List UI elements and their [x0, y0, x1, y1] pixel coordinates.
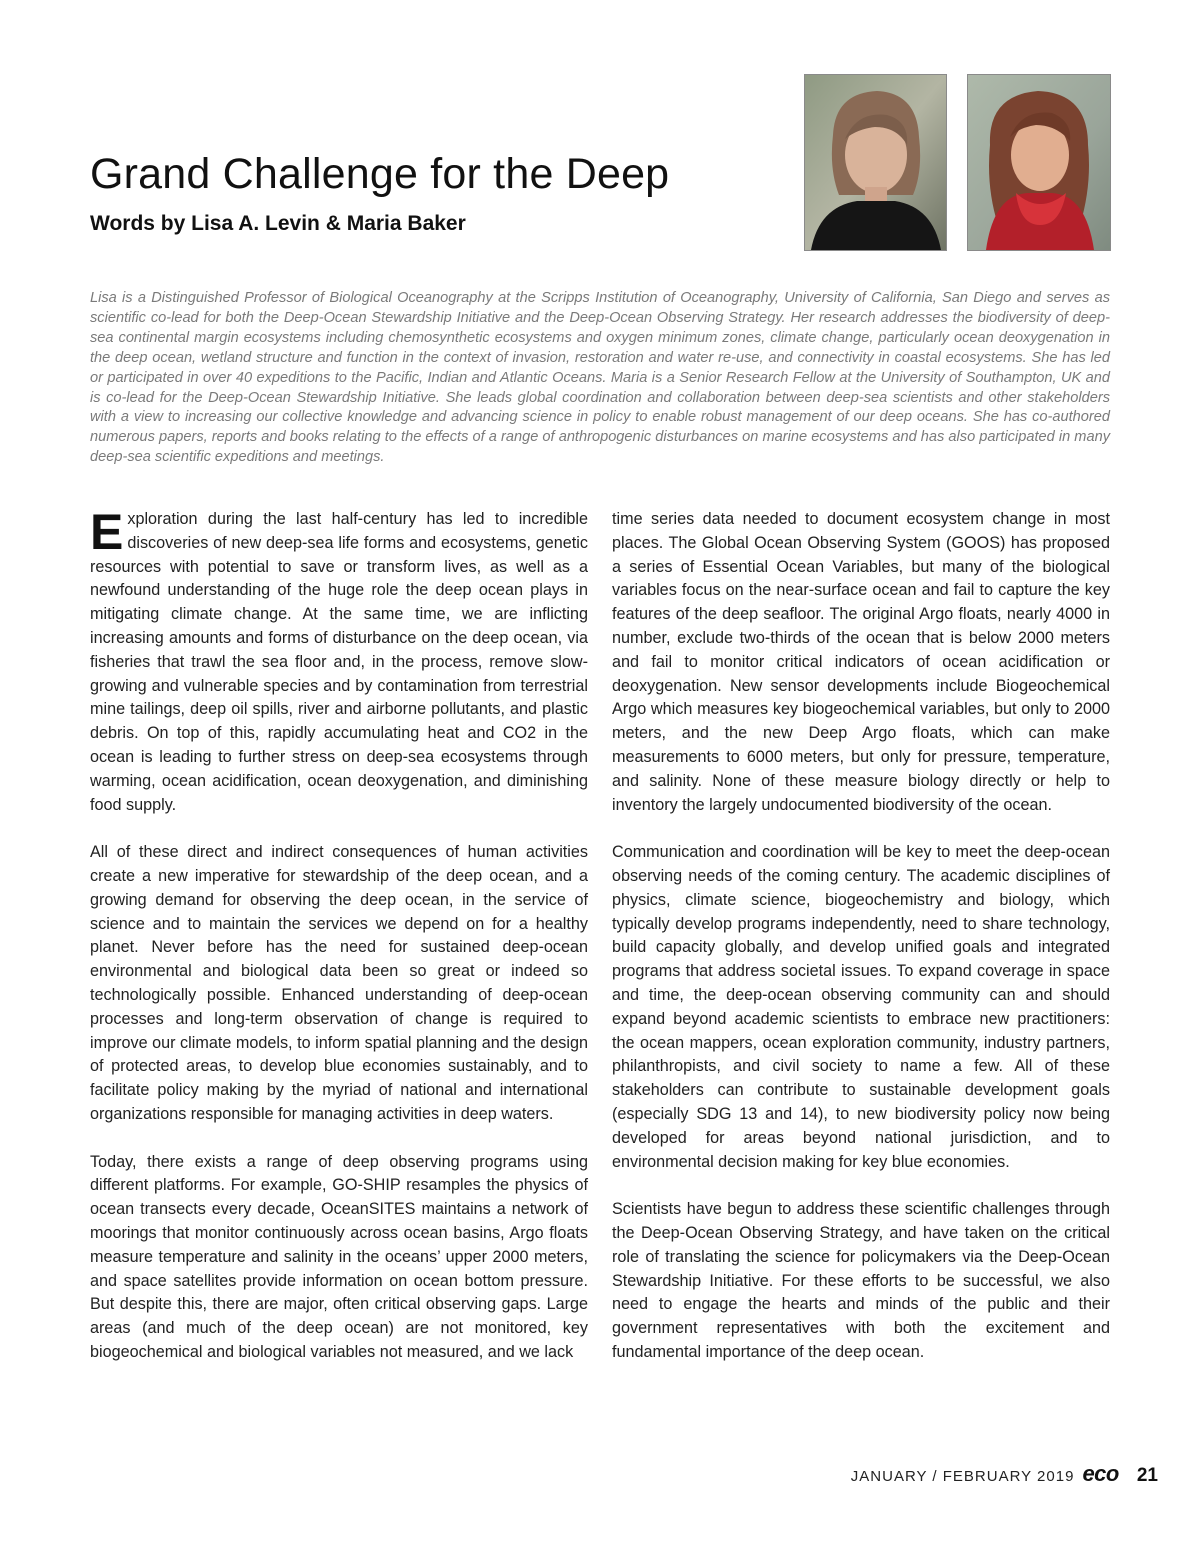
paragraph-text: xploration during the last half-century has led to incredible discoveries of new deep-sea life forms and ecosystems, genetic resources with potential to save or transform lives, as well as a newfound understanding of the huge role the deep ocean plays in mitigating climate change. At the same time, we are inflicting increasing amounts and forms of disturbance on the deep ocean, via fisheries that trawl the sea floor and, in the process, remove slow-growing and vulnerable species and by contamination from terrestrial mine tailings, deep oil spills, river and airborne pollutants, and plastic debris. On top of this, rapidly accumulating heat and CO2 in the ocean is leading to further stress on deep-sea ecosystems through warming, ocean acidification, ocean deoxygenation, and diminishing food supply. — [90, 510, 588, 814]
body-column-right — [612, 508, 1110, 1388]
body-paragraph: Scientists have begun to address these scientific challenges through the Deep-Ocean Observing Strategy, and have taken on the critical role of translating the science for policymakers via the Deep-Ocean Stewardship Initiative. For these efforts to be successful, we also need to engage the hearts and minds of the public and their government representatives with both the excitement and fundamental importance of the deep ocean. — [612, 1200, 1110, 1361]
page-footer — [851, 1461, 1158, 1487]
body-column-left — [90, 504, 588, 1388]
body-paragraph — [90, 504, 588, 817]
author-photo-lisa-levin — [804, 74, 947, 251]
body-paragraph: Today, there exists a range of deep observing programs using different platforms. For example, GO-SHIP resamples the physics of ocean transects every decade, OceanSITES maintains a network of moorings that monitor continuously across ocean basins, Argo floats measure temperature and salinity in the oceans’ upper 2000 meters, and space satellites provide information on ocean bottom pressure. But despite this, there are major, often critical observing gaps. Large areas (and much of the deep ocean) are not monitored, key biogeochemical and biological variables not measured, and we lack — [90, 1152, 588, 1361]
body-paragraph: time series data needed to document ecosystem change in most places. The Global Ocean Observing System (GOOS) has proposed a series of Essential Ocean Variables, but many of the biological variables focus on the near-surface ocean and fail to capture the key features of the deep seafloor. The original Argo floats, nearly 4000 in number, exclude two-thirds of the ocean that is below 2000 meters and fail to monitor critical indicators of ocean acidification or deoxygenation. New sensor developments include Biogeochemical Argo which measures key biogeochemical variables, but only to 2000 meters, and the new Deep Argo floats, which can make measurements to 6000 meters, but only for pressure, temperature, and salinity. None of these measure biology directly or help to inventory the largely undocumented biodiversity of the ocean. — [612, 510, 1110, 814]
article-title: Grand Challenge for the Deep — [90, 150, 670, 198]
portrait-image — [805, 75, 946, 250]
page-number: 21 — [1136, 1465, 1158, 1486]
author-bio: Lisa is a Distinguished Professor of Biological Oceanography at the Scripps Institution of Oceanography, University of California, San Diego and serves as scientific co-lead for both the Deep-Ocean Stewardship Initiative and the Deep-Ocean Observing Strategy. Her research addresses the biodiversity of deep-sea continental margin ecosystems including chemosynthetic ecosystems and oxygen minimum zones, climate change, particularly ocean deoxygenation in the deep ocean, wetland structure and function in the context of invasion, restoration and water re-use, and connectivity in coastal ecosystems. She has led or participated in over 40 expeditions to the Pacific, Indian and Atlantic Oceans. Maria is a Senior Research Fellow at the University of Southampton, UK and is co-lead for the Deep-Ocean Stewardship Initiative. She leads global coordination and collaboration between deep-sea scientists and other stakeholders with a view to increasing our collective knowledge and advancing science in policy to enable robust management of our deep oceans. She has co-authored numerous papers, reports and books relating to the effects of a range of anthropogenic disturbances on marine ecosystems and has also participated in many deep-sea scientific expeditions and meetings. — [90, 290, 1110, 466]
author-photo-maria-baker — [967, 74, 1111, 251]
body-paragraph: Communication and coordination will be key to meet the deep-ocean observing needs of the coming century. The academic disciplines of physics, climate science, biogeochemistry and biology, which typically develop programs independently, need to share technology, build capacity globally, and develop unified goals and integrated programs that address societal issues. To expand coverage in space and time, the deep-ocean observing community can and should expand beyond academic scientists to embrace new practitioners: the ocean mappers, ocean exploration community, industry partners, philanthropists, and civil society to name a few. All of these stakeholders can contribute to sustainable development goals (especially SDG 13 and 14), to new biodiversity policy now being developed for areas beyond national jurisdiction, and to environmental decision making for key blue economies. — [612, 843, 1110, 1171]
magazine-logo: eco — [1082, 1461, 1119, 1486]
article-byline: Words by Lisa A. Levin & Maria Baker — [90, 212, 466, 235]
issue-date: JANUARY / FEBRUARY 2019 — [850, 1468, 1075, 1485]
drop-cap: E — [90, 504, 124, 560]
body-paragraph: All of these direct and indirect consequences of human activities create a new imperative for stewardship of the deep ocean, and a growing demand for observing the deep ocean, in the service of science and to maintain the services we depend on for a healthy planet. Never before has the need for sustained deep-ocean environmental and biological data been so great or indeed so technologically possible. Enhanced understanding of deep-ocean processes and long-term observation of change is required to improve our climate models, to inform spatial planning and the design of protected areas, to develop blue economies sustainably, and to facilitate policy making by the myriad of national and international organizations responsible for managing activities in deep waters. — [90, 843, 588, 1123]
portrait-image — [968, 75, 1110, 250]
